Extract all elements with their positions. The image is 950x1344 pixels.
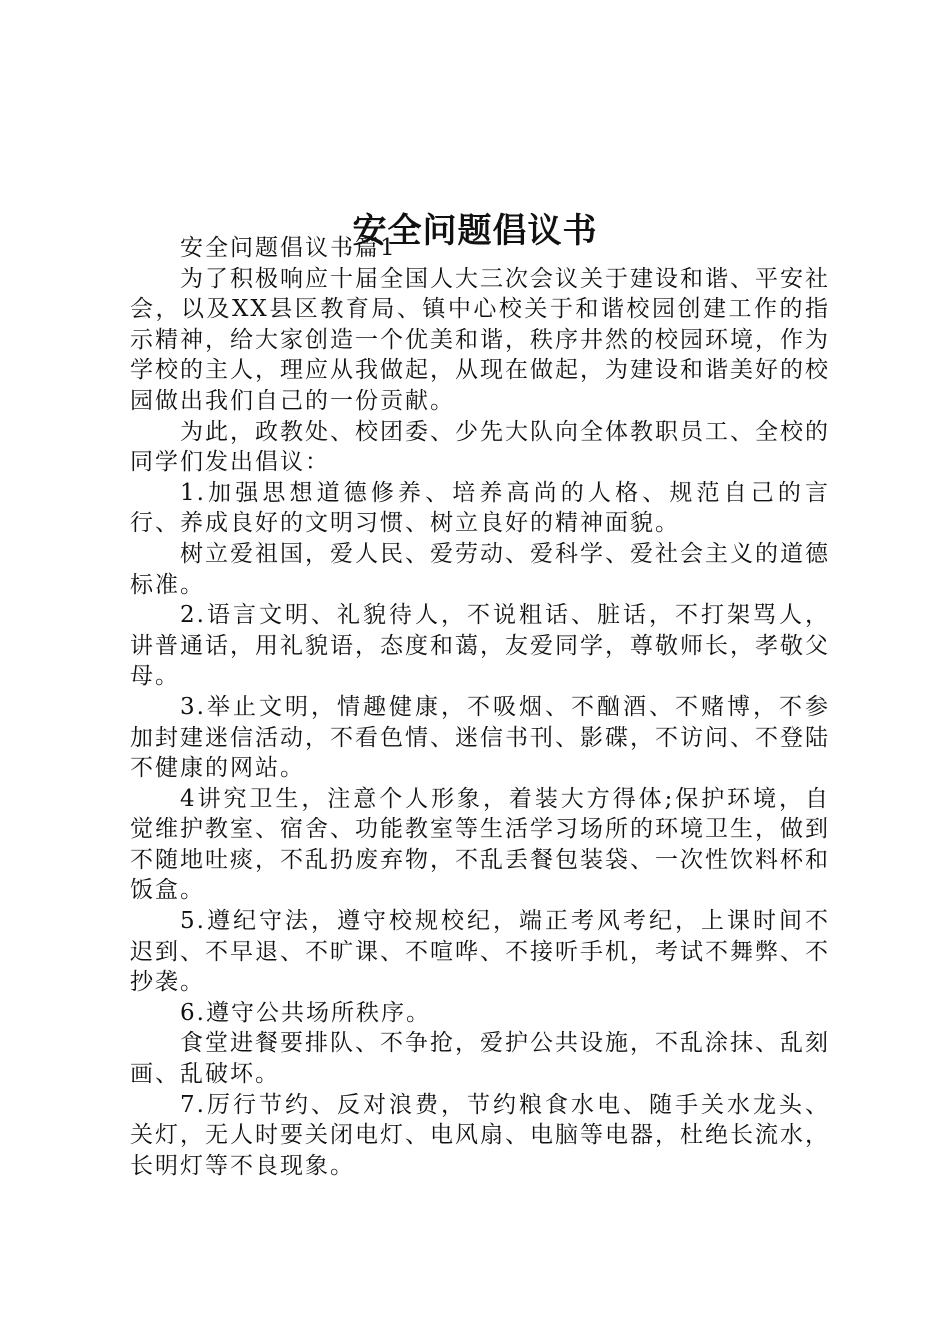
- body-paragraph: 食堂进餐要排队、不争抢，爱护公共设施，不乱涂抹、乱刻画、乱破坏。: [130, 1030, 830, 1088]
- document-body: [130, 233, 830, 1181]
- body-paragraph: 树立爱祖国，爱人民、爱劳动、爱科学、爱社会主义的道德标准。: [130, 540, 830, 598]
- proposal-item: 7.厉行节约、反对浪费，节约粮食水电、随手关水龙头、关灯，无人时要关闭电灯、电风扇、电脑等电器，杜绝长流水，长明灯等不良现象。: [130, 1091, 830, 1179]
- body-paragraph: 为此，政教处、校团委、少先大队向全体教职员工、全校的同学们发出倡议：: [130, 418, 830, 476]
- proposal-item: 4讲究卫生，注意个人形象，着装大方得体;保护环境，自觉维护教室、宿舍、功能教室等生活学习场所的环境卫生，做到不随地吐痰，不乱扔废弃物，不乱丢餐包装袋、一次性饮料杯和饭盒。: [130, 785, 830, 904]
- section-heading: 安全问题倡议书篇1: [180, 235, 397, 261]
- proposal-item: 5.遵纪守法，遵守校规校纪，端正考风考纪，上课时间不迟到、不早退、不旷课、不喧哗、不接听手机，考试不舞弊、不抄袭。: [130, 908, 830, 996]
- proposal-item: 2.语言文明、礼貌待人，不说粗话、脏话，不打架骂人，讲普通话，用礼貌语，态度和蔼，友爱同学，尊敬师长，孝敬父母。: [130, 602, 830, 690]
- document-title: 安全问题倡议书: [352, 210, 598, 251]
- proposal-item: 1.加强思想道德修养、培养高尚的人格、规范自己的言行、养成良好的文明习惯、树立良好的精神面貌。: [130, 479, 830, 537]
- proposal-item: 6.遵守公共场所秩序。: [180, 999, 431, 1026]
- body-paragraph: 为了积极响应十届全国人大三次会议关于建设和谐、平安社会，以及XX县区教育局、镇中心校关于和谐校园创建工作的指示精神，给大家创造一个优美和谐，秩序井然的校园环境，作为学校的主人，理应从我做起，从现在做起，为建设和谐美好的校园做出我们自己的一份贡献。: [130, 265, 830, 414]
- proposal-item: 3.举止文明，情趣健康，不吸烟、不酗酒、不赌博，不参加封建迷信活动，不看色情、迷信书刊、影碟，不访问、不登陆不健康的网站。: [130, 693, 830, 782]
